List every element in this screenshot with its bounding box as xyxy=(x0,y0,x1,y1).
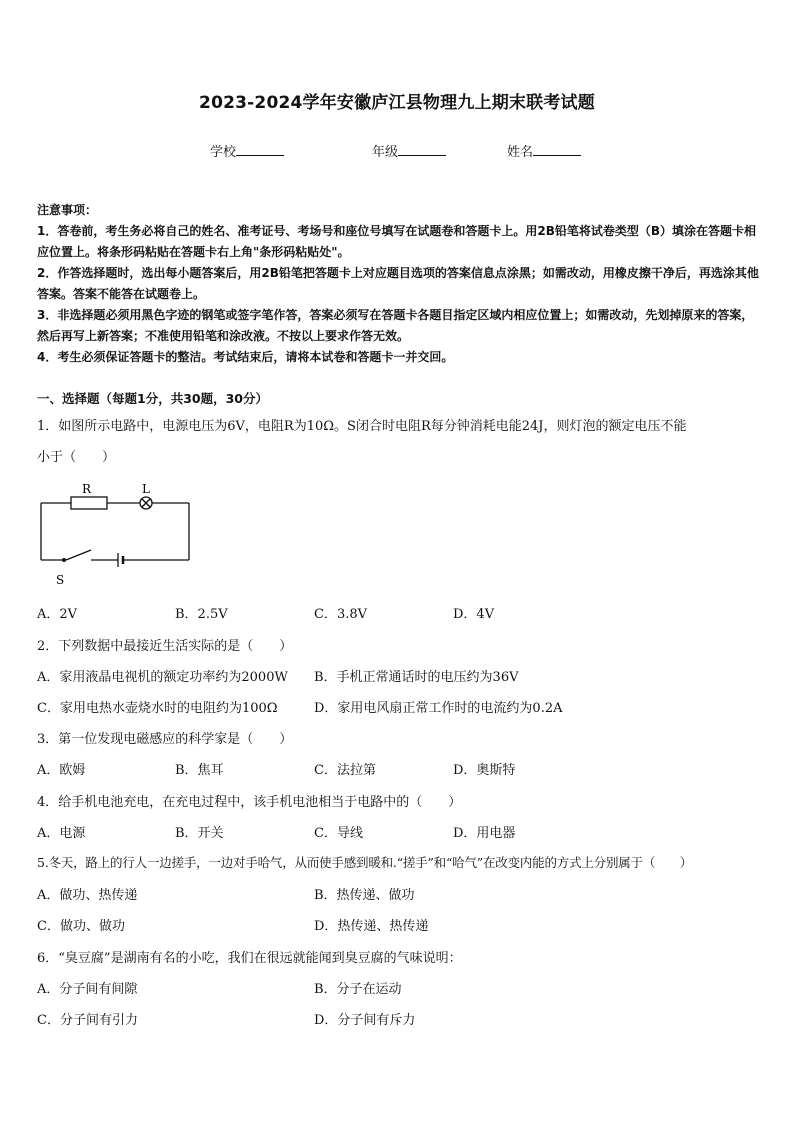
resistor-label: R xyxy=(82,482,92,496)
lamp-label: L xyxy=(142,482,150,496)
q1-option-c[interactable]: C．3.8V xyxy=(314,607,368,622)
q4-stem: 4．给手机电池充电，在充电过程中，该手机电池相当于电路中的（ ） xyxy=(37,795,462,810)
q2-option-d[interactable]: D．家用电风扇正常工作时的电流约为0.2A xyxy=(314,701,563,716)
q2-stem: 2．下列数据中最接近生活实际的是（ ） xyxy=(37,639,293,654)
q2-option-c[interactable]: C．家用电热水壶烧水时的电阻约为100Ω xyxy=(37,701,278,716)
q1-option-b[interactable]: B．2.5V xyxy=(175,607,228,622)
q6-option-d[interactable]: D．分子间有斥力 xyxy=(314,1013,416,1028)
switch-symbol xyxy=(66,550,91,560)
switch-label: S xyxy=(56,573,65,587)
q4-option-c[interactable]: C．导线 xyxy=(314,826,363,841)
q5-option-b[interactable]: B．热传递、做功 xyxy=(314,888,415,903)
q5-option-c[interactable]: C．做功、做功 xyxy=(37,919,125,934)
school-blank xyxy=(236,143,284,156)
q4-option-a[interactable]: A．电源 xyxy=(37,826,86,841)
q3-stem: 3．第一位发现电磁感应的科学家是（ ） xyxy=(37,732,293,747)
q3-option-d[interactable]: D．奥斯特 xyxy=(453,763,516,778)
q3-option-c[interactable]: C．法拉第 xyxy=(314,763,376,778)
q1-stem-line2: 小于（ ） xyxy=(37,450,116,465)
q1-option-d[interactable]: D．4V xyxy=(453,607,495,622)
circuit-diagram xyxy=(36,480,196,590)
notice-block xyxy=(37,200,759,368)
q4-option-b[interactable]: B．开关 xyxy=(175,826,224,841)
notice-item-1: 1．答卷前，考生务必将自己的姓名、准考证号、考场号和座位号填写在试题卷和答题卡上。用2B铅笔将试卷类型（B）填涂在答题卡相应位置上。将条形码粘贴在答题卡右上角"条形码粘贴处"。 xyxy=(37,224,756,259)
notice-item-3: 3．非选择题必须用黑色字迹的钢笔或签字笔作答，答案必须写在答题卡各题目指定区域内相应位置上；如需改动，先划掉原来的答案，然后再写上新答案；不准使用铅笔和涂改液。不按以上要求作答无效。 xyxy=(37,308,754,343)
name-label: 姓名 xyxy=(507,145,534,160)
section-heading: 一、选择题（每题1分，共30题，30分） xyxy=(37,391,268,406)
q6-stem: 6．“臭豆腐”是湖南有名的小吃，我们在很远就能闻到臭豆腐的气味说明： xyxy=(37,951,462,966)
q4-option-d[interactable]: D．用电器 xyxy=(453,826,516,841)
notice-heading: 注意事项： xyxy=(37,203,98,217)
q1-stem-line1: 1．如图所示电路中，电源电压为6V，电阻R为10Ω。S闭合时电阻R每分钟消耗电能24J，则灯泡的额定电压不能 xyxy=(37,419,687,434)
q2-option-b[interactable]: B．手机正常通话时的电压约为36V xyxy=(314,670,519,685)
q5-stem: 5.冬天，路上的行人一边搓手，一边对手哈气，从而使手感到暖和.“搓手”和“哈气”在改变内能的方式上分别属于（ ） xyxy=(37,855,693,870)
name-blank xyxy=(533,143,581,156)
q2-option-a[interactable]: A．家用液晶电视机的额定功率约为2000W xyxy=(37,670,288,685)
q3-option-a[interactable]: A．欧姆 xyxy=(37,763,86,778)
grade-label: 年级 xyxy=(372,145,399,160)
school-label: 学校 xyxy=(210,145,237,160)
q6-option-b[interactable]: B．分子在运动 xyxy=(314,982,402,997)
notice-item-4: 4．考生必须保证答题卡的整洁。考试结束后，请将本试卷和答题卡一并交回。 xyxy=(37,350,454,364)
name-field xyxy=(507,141,581,160)
q3-option-b[interactable]: B．焦耳 xyxy=(175,763,224,778)
resistor-symbol xyxy=(71,497,107,509)
notice-item-2: 2．作答选择题时，选出每小题答案后，用2B铅笔把答题卡上对应题目选项的答案信息点涂黑；如需改动，用橡皮擦干净后，再选涂其他答案。答案不能答在试题卷上。 xyxy=(37,266,759,301)
q1-option-a[interactable]: A．2V xyxy=(37,607,78,622)
page-title: 2023-2024学年安徽庐江县物理九上期末联考试题 xyxy=(199,93,595,113)
grade-field xyxy=(372,141,446,160)
school-field xyxy=(210,141,284,160)
q6-option-a[interactable]: A．分子间有间隙 xyxy=(37,982,138,997)
q5-option-d[interactable]: D．热传递、热传递 xyxy=(314,919,429,934)
grade-blank xyxy=(398,143,446,156)
q6-option-c[interactable]: C．分子间有引力 xyxy=(37,1013,138,1028)
q5-option-a[interactable]: A．做功、热传递 xyxy=(37,888,138,903)
